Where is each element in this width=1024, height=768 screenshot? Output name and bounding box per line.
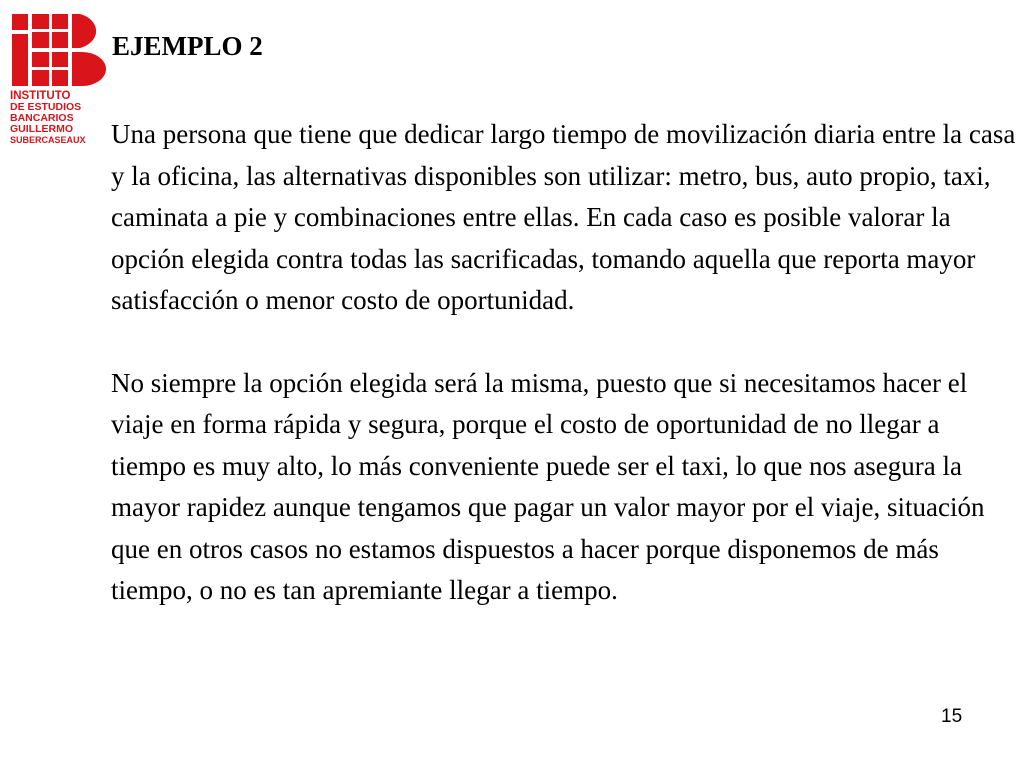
institute-logo <box>10 12 106 146</box>
ieb-logo-mark-icon <box>10 12 106 88</box>
logo-line: SUBERCASEAUX <box>10 135 86 145</box>
slide-body <box>111 114 1021 612</box>
body-paragraph: No siempre la opción elegida será la misma, puesto que si necesitamos hacer el viaje en forma rápida y segura, porque el costo de oportunidad de no llegar a tiempo es muy alto, lo más conveniente puede ser el taxi, lo que nos asegura la mayor rapidez aunque tengamos que pagar un valor mayor por el viaje, situación que en otros casos no estamos dispuestos a hacer porque disponemos de más tiempo, o no es tan apremiante llegar a tiempo. <box>111 367 985 605</box>
slide-title: EJEMPLO 2 <box>112 31 263 61</box>
logo-line: BANCARIOS <box>10 112 74 124</box>
page-number: 15 <box>941 706 963 727</box>
logo-line: INSTITUTO <box>10 90 71 102</box>
body-paragraph: Una persona que tiene que dedicar largo tiempo de movilización diaria entre la casa y la oficina, las alternativas disponibles son utilizar: metro, bus, auto propio, taxi, caminata a pie y combinaciones entre ellas. En cada caso es posible valorar la opción elegida contra todas las sacrificadas, tomando aquella que reporta mayor satisfacción o menor costo de oportunidad. <box>111 119 1016 315</box>
logo-wordmark <box>10 91 106 146</box>
logo-line: DE ESTUDIOS <box>10 101 82 113</box>
logo-line: GUILLERMO <box>10 123 73 135</box>
